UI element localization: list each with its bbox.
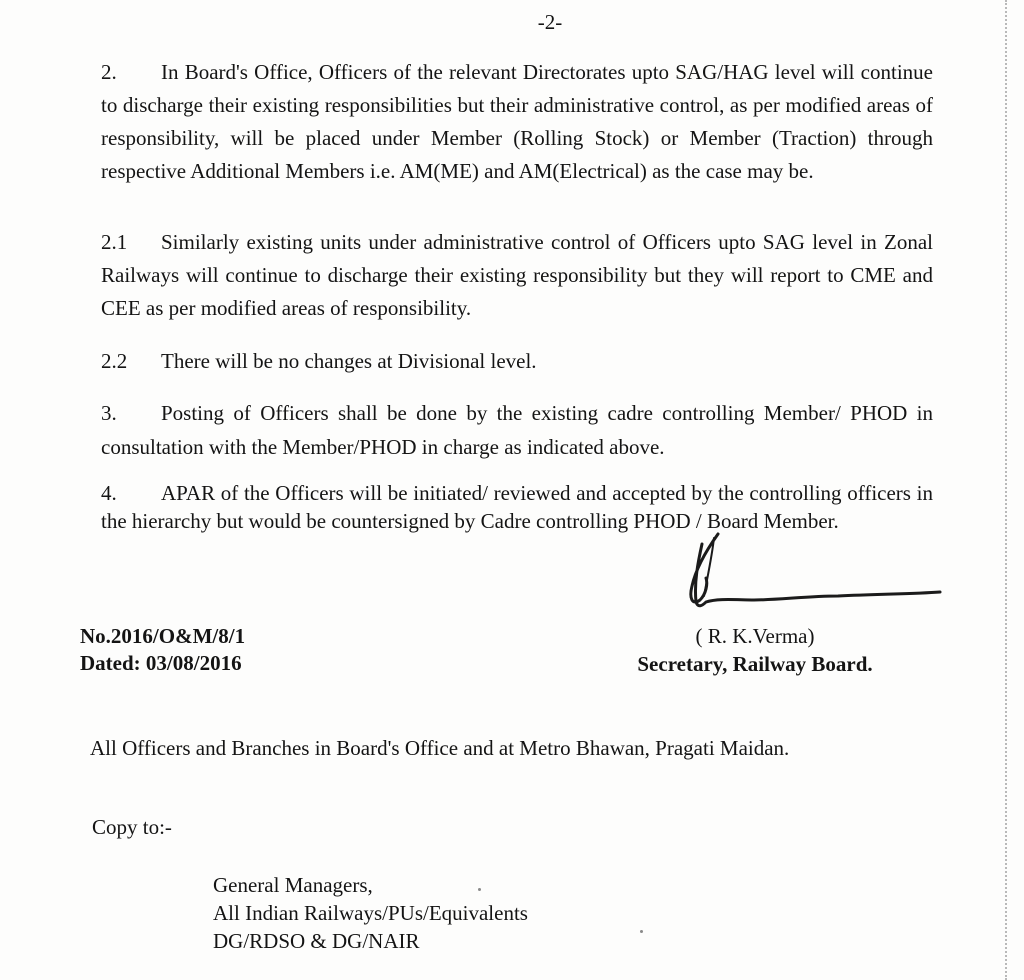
paragraph-text: APAR of the Officers will be initiated/ reviewed and accepted by the controlling officers in the hierarchy but would be countersigned by Cadre controlling PHOD / Board Member. (101, 481, 933, 533)
paragraph-text: Posting of Officers shall be done by the existing cadre controlling Member/ PHOD in consultation with the Member/PHOD in charge as indicated above. (101, 401, 933, 459)
paragraph-number: 4. (101, 481, 117, 505)
copy-recipient: DG/RDSO & DG/NAIR (213, 929, 420, 953)
handwritten-signature (678, 526, 946, 626)
page-number: -2- (537, 10, 563, 34)
reference-number: No.2016/O&M/8/1 (80, 624, 246, 648)
addressee: All Officers and Branches in Board's Office and at Metro Bhawan, Pragati Maidan. (90, 736, 790, 760)
paragraph-number: 2.2 (101, 349, 128, 373)
paragraph-number: 3. (101, 401, 117, 425)
signatory-title: Secretary, Railway Board. (637, 652, 873, 676)
paragraph-text: There will be no changes at Divisional level. (161, 349, 537, 373)
scan-speck (478, 888, 481, 891)
signatory-name: ( R. K.Verma) (695, 624, 815, 648)
page-fold-line (1005, 0, 1007, 980)
copy-to-label: Copy to:- (92, 815, 172, 839)
paragraph-text: In Board's Office, Officers of the relevant Directorates upto SAG/HAG level will continue to discharge their existing responsibilities but their administrative control, as per modified areas of responsibility, will be placed under Member (Rolling Stock) or Member (Traction) through respective Additional Members i.e. AM(ME) and AM(Electrical) as the case may be. (101, 60, 933, 183)
copy-recipient: All Indian Railways/PUs/Equivalents (213, 901, 528, 925)
paragraph-2-1 (101, 226, 933, 325)
copy-recipients-list (213, 871, 528, 955)
paragraph-number: 2.1 (101, 230, 128, 254)
scan-speck (640, 930, 643, 933)
paragraph-3 (101, 396, 933, 464)
paragraph-2 (101, 56, 933, 188)
paragraph-2-2 (101, 345, 933, 378)
paragraph-number: 2. (101, 60, 117, 84)
signatory-block (600, 622, 910, 678)
reference-date: Dated: 03/08/2016 (80, 651, 242, 675)
copy-recipient: General Managers, (213, 873, 373, 897)
paragraph-text: Similarly existing units under administrative control of Officers upto SAG level in Zonal Railways will continue to discharge their existing responsibility but they will report to CME and CEE as per modified areas of responsibility. (101, 230, 933, 320)
